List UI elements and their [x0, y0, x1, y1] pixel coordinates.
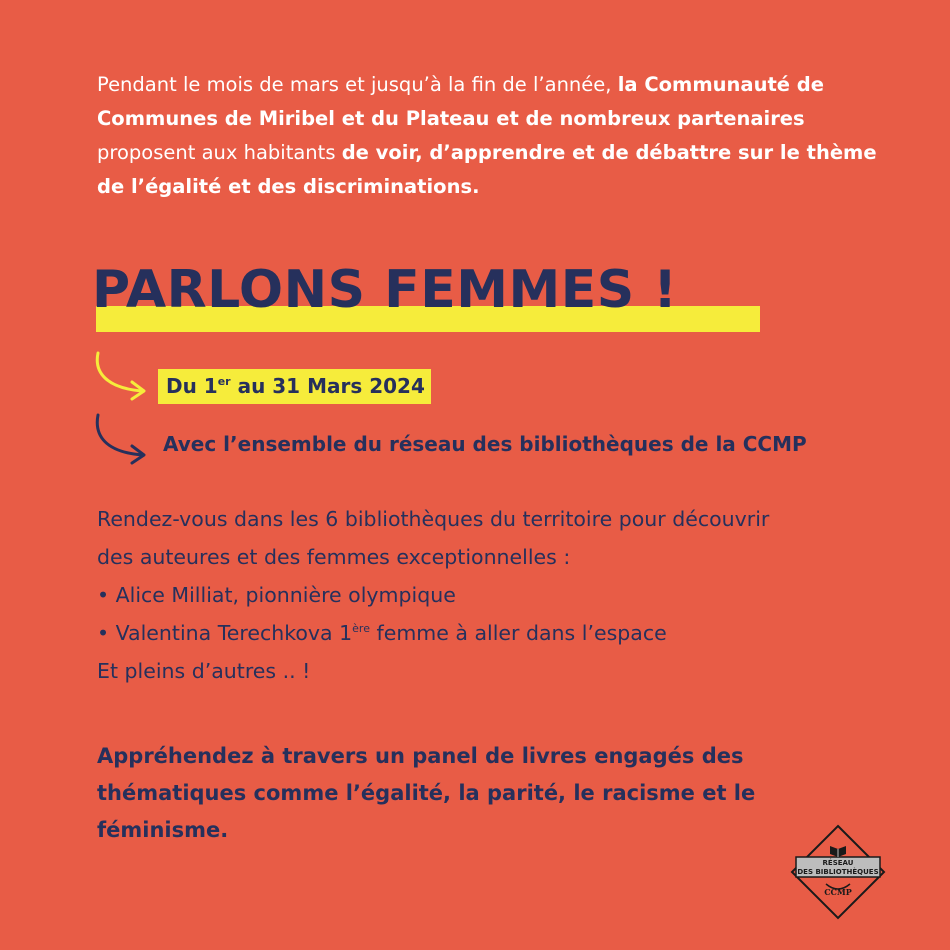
body-line-5: Et pleins d’autres .. !: [97, 659, 311, 683]
page-title: PARLONS FEMMES !: [92, 260, 678, 320]
network-line: Avec l’ensemble du réseau des bibliothèques de la CCMP: [163, 432, 807, 456]
arrow-yellow-icon: [92, 350, 154, 402]
date-pre: Du 1: [166, 374, 218, 398]
intro-text-2: proposent aux habitants: [97, 141, 342, 164]
bullet-item-1: • Alice Milliat, pionnière olympique: [97, 583, 456, 607]
intro-text-1: Pendant le mois de mars et jusqu’à la fin de l’année,: [97, 73, 618, 96]
logo-line-1: RÉSEAU: [822, 859, 854, 867]
bullet-2-pre: • Valentina Terechkova 1: [97, 621, 353, 645]
body-text: [97, 500, 917, 690]
intro-paragraph: [97, 68, 887, 204]
logo-line-2: DES BIBLIOTHÈQUES: [797, 868, 879, 876]
bullet-2-post: femme à aller dans l’espace: [369, 621, 667, 645]
closing-paragraph: Appréhendez à travers un panel de livres engagés des thématiques comme l’égalité, la parité, le racisme et le féminisme.: [97, 744, 756, 842]
bullet-item-2: [97, 614, 917, 652]
date-post: au 31 Mars 2024: [230, 374, 425, 398]
title-block: [92, 258, 678, 322]
arrow-navy-icon: [92, 412, 154, 466]
body-line-1: Rendez-vous dans les 6 bibliothèques du territoire pour découvrir: [97, 507, 770, 531]
book-icon: [830, 846, 846, 857]
network-logo: [790, 824, 886, 920]
intro-bold-2: de voir, d’apprendre et de débattre sur le thème de l’égalité et des discriminations.: [97, 141, 877, 198]
bullet-2-sup: ère: [352, 622, 370, 635]
intro-bold-1: la Communauté de Communes de Miribel et du Plateau et de nombreux partenaires: [97, 73, 824, 130]
date-sup: er: [217, 375, 231, 388]
logo-mark: CCMP: [824, 887, 852, 897]
body-line-2: des auteures et des femmes exceptionnelles :: [97, 545, 571, 569]
date-badge: [158, 369, 431, 404]
